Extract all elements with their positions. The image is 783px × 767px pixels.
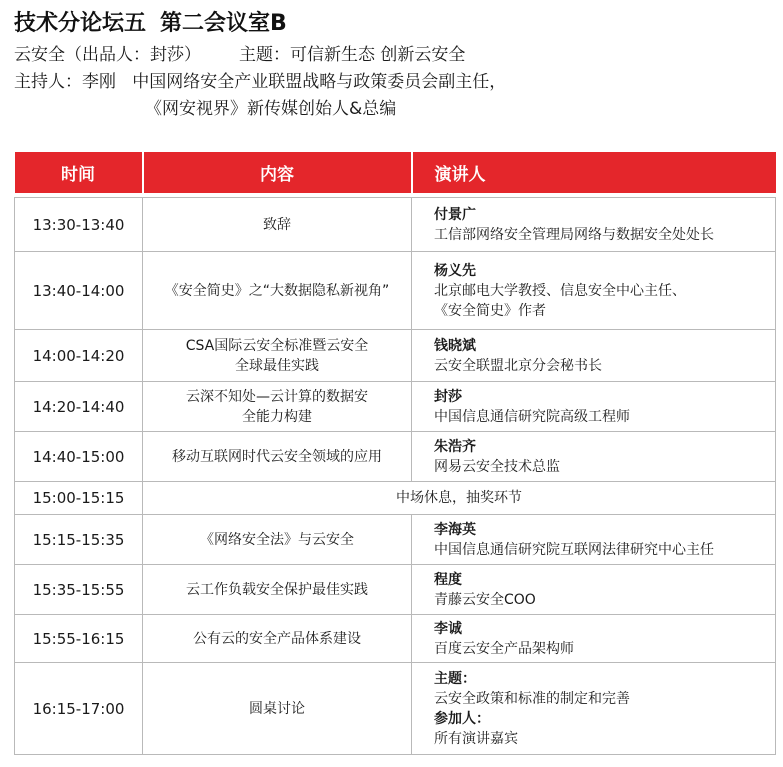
- speaker-title: 中国信息通信研究院互联网法律研究中心主任: [434, 541, 714, 558]
- host-title: 中国网络安全产业联盟战略与政策委员会副主任，: [132, 72, 507, 92]
- roundtable-participants-label: 参加人：: [434, 710, 490, 727]
- speaker-name: 杨义先: [434, 262, 476, 279]
- topic-line-2: 全球最佳实践: [235, 357, 319, 374]
- row-time: 15:35-15:55: [15, 565, 143, 615]
- speaker-name: 付景广: [434, 206, 476, 223]
- row-time: 14:00-14:20: [15, 330, 143, 382]
- header-content: 内容: [143, 152, 412, 193]
- speaker-title: 北京邮电大学教授、信息安全中心主任、: [434, 282, 686, 299]
- speaker-title: 百度云安全产品架构师: [434, 640, 574, 657]
- track-line: [14, 42, 774, 69]
- row-speaker: [412, 432, 776, 482]
- speaker-title: 网易云安全技术总监: [434, 458, 560, 475]
- row-speaker: [412, 515, 776, 565]
- table-header-row: [15, 152, 776, 193]
- row-topic: [143, 330, 412, 382]
- host-line: [14, 69, 774, 96]
- row-time: 16:15-17:00: [15, 663, 143, 755]
- speaker-title: 工信部网络安全管理局网络与数据安全处处长: [434, 226, 714, 243]
- speaker-title: 云安全联盟北京分会秘书长: [434, 357, 602, 374]
- forum-name: 技术分论坛五: [14, 11, 147, 36]
- host-line-2: [14, 96, 774, 123]
- theme-label: 主题：: [239, 45, 290, 65]
- speaker-name: 封莎: [434, 388, 462, 405]
- header-time: 时间: [15, 152, 143, 193]
- table-row: [15, 252, 776, 330]
- topic-line-1: CSA国际云安全标准暨云安全: [185, 337, 369, 354]
- roundtable-theme-label: 主题：: [434, 670, 476, 687]
- speaker-name: 钱晓斌: [434, 337, 476, 354]
- row-speaker: [412, 382, 776, 432]
- table-row: [15, 432, 776, 482]
- row-topic: 云工作负载安全保护最佳实践: [143, 565, 412, 615]
- row-speaker: [412, 198, 776, 252]
- header-speaker: 演讲人: [412, 152, 776, 193]
- table-row: [15, 663, 776, 755]
- speaker-name: 李诚: [434, 620, 462, 637]
- row-time: 14:20-14:40: [15, 382, 143, 432]
- roundtable-participants: 所有演讲嘉宾: [434, 730, 518, 747]
- row-topic: 公有云的安全产品体系建设: [143, 615, 412, 663]
- row-speaker: [412, 663, 776, 755]
- table-row: [15, 615, 776, 663]
- host-name: 李刚: [82, 72, 116, 92]
- row-time: 13:30-13:40: [15, 198, 143, 252]
- topic-line-1: 云深不知处—云计算的数据安: [186, 388, 368, 405]
- break-text: 中场休息，抽奖环节: [143, 482, 776, 515]
- table-row-break: [15, 482, 776, 515]
- row-time: 15:55-16:15: [15, 615, 143, 663]
- row-speaker: [412, 565, 776, 615]
- row-speaker: [412, 330, 776, 382]
- topic-line-2: 全能力构建: [242, 408, 312, 425]
- schedule-table: [14, 152, 776, 755]
- row-time: 15:15-15:35: [15, 515, 143, 565]
- page-header: [14, 6, 774, 123]
- track-name: 云安全（出品人：封莎）: [14, 45, 201, 65]
- page-title: [14, 6, 774, 42]
- row-time: 15:00-15:15: [15, 482, 143, 515]
- row-time: 13:40-14:00: [15, 252, 143, 330]
- speaker-name: 程度: [434, 571, 462, 588]
- host-title-2: 《网安视界》新传媒创始人&总编: [145, 99, 397, 119]
- table-row: [15, 330, 776, 382]
- row-topic: 《安全简史》之“大数据隐私新视角”: [143, 252, 412, 330]
- table-row: [15, 565, 776, 615]
- room-name: 第二会议室B: [160, 11, 287, 36]
- row-time: 14:40-15:00: [15, 432, 143, 482]
- row-topic: [143, 382, 412, 432]
- speaker-name: 朱浩齐: [434, 438, 476, 455]
- row-topic: 移动互联网时代云安全领域的应用: [143, 432, 412, 482]
- row-speaker: [412, 615, 776, 663]
- row-topic: 《网络安全法》与云安全: [143, 515, 412, 565]
- row-topic: 圆桌讨论: [143, 663, 412, 755]
- row-topic: 致辞: [143, 198, 412, 252]
- table-row: [15, 198, 776, 252]
- row-speaker: [412, 252, 776, 330]
- roundtable-theme: 云安全政策和标准的制定和完善: [434, 690, 630, 707]
- speaker-name: 李海英: [434, 521, 476, 538]
- theme-text: 可信新生态 创新云安全: [290, 45, 466, 65]
- speaker-title-2: 《安全简史》作者: [434, 302, 546, 319]
- speaker-title: 青藤云安全COO: [434, 591, 536, 608]
- table-row: [15, 515, 776, 565]
- host-label: 主持人：: [14, 72, 82, 92]
- table-row: [15, 382, 776, 432]
- speaker-title: 中国信息通信研究院高级工程师: [434, 408, 630, 425]
